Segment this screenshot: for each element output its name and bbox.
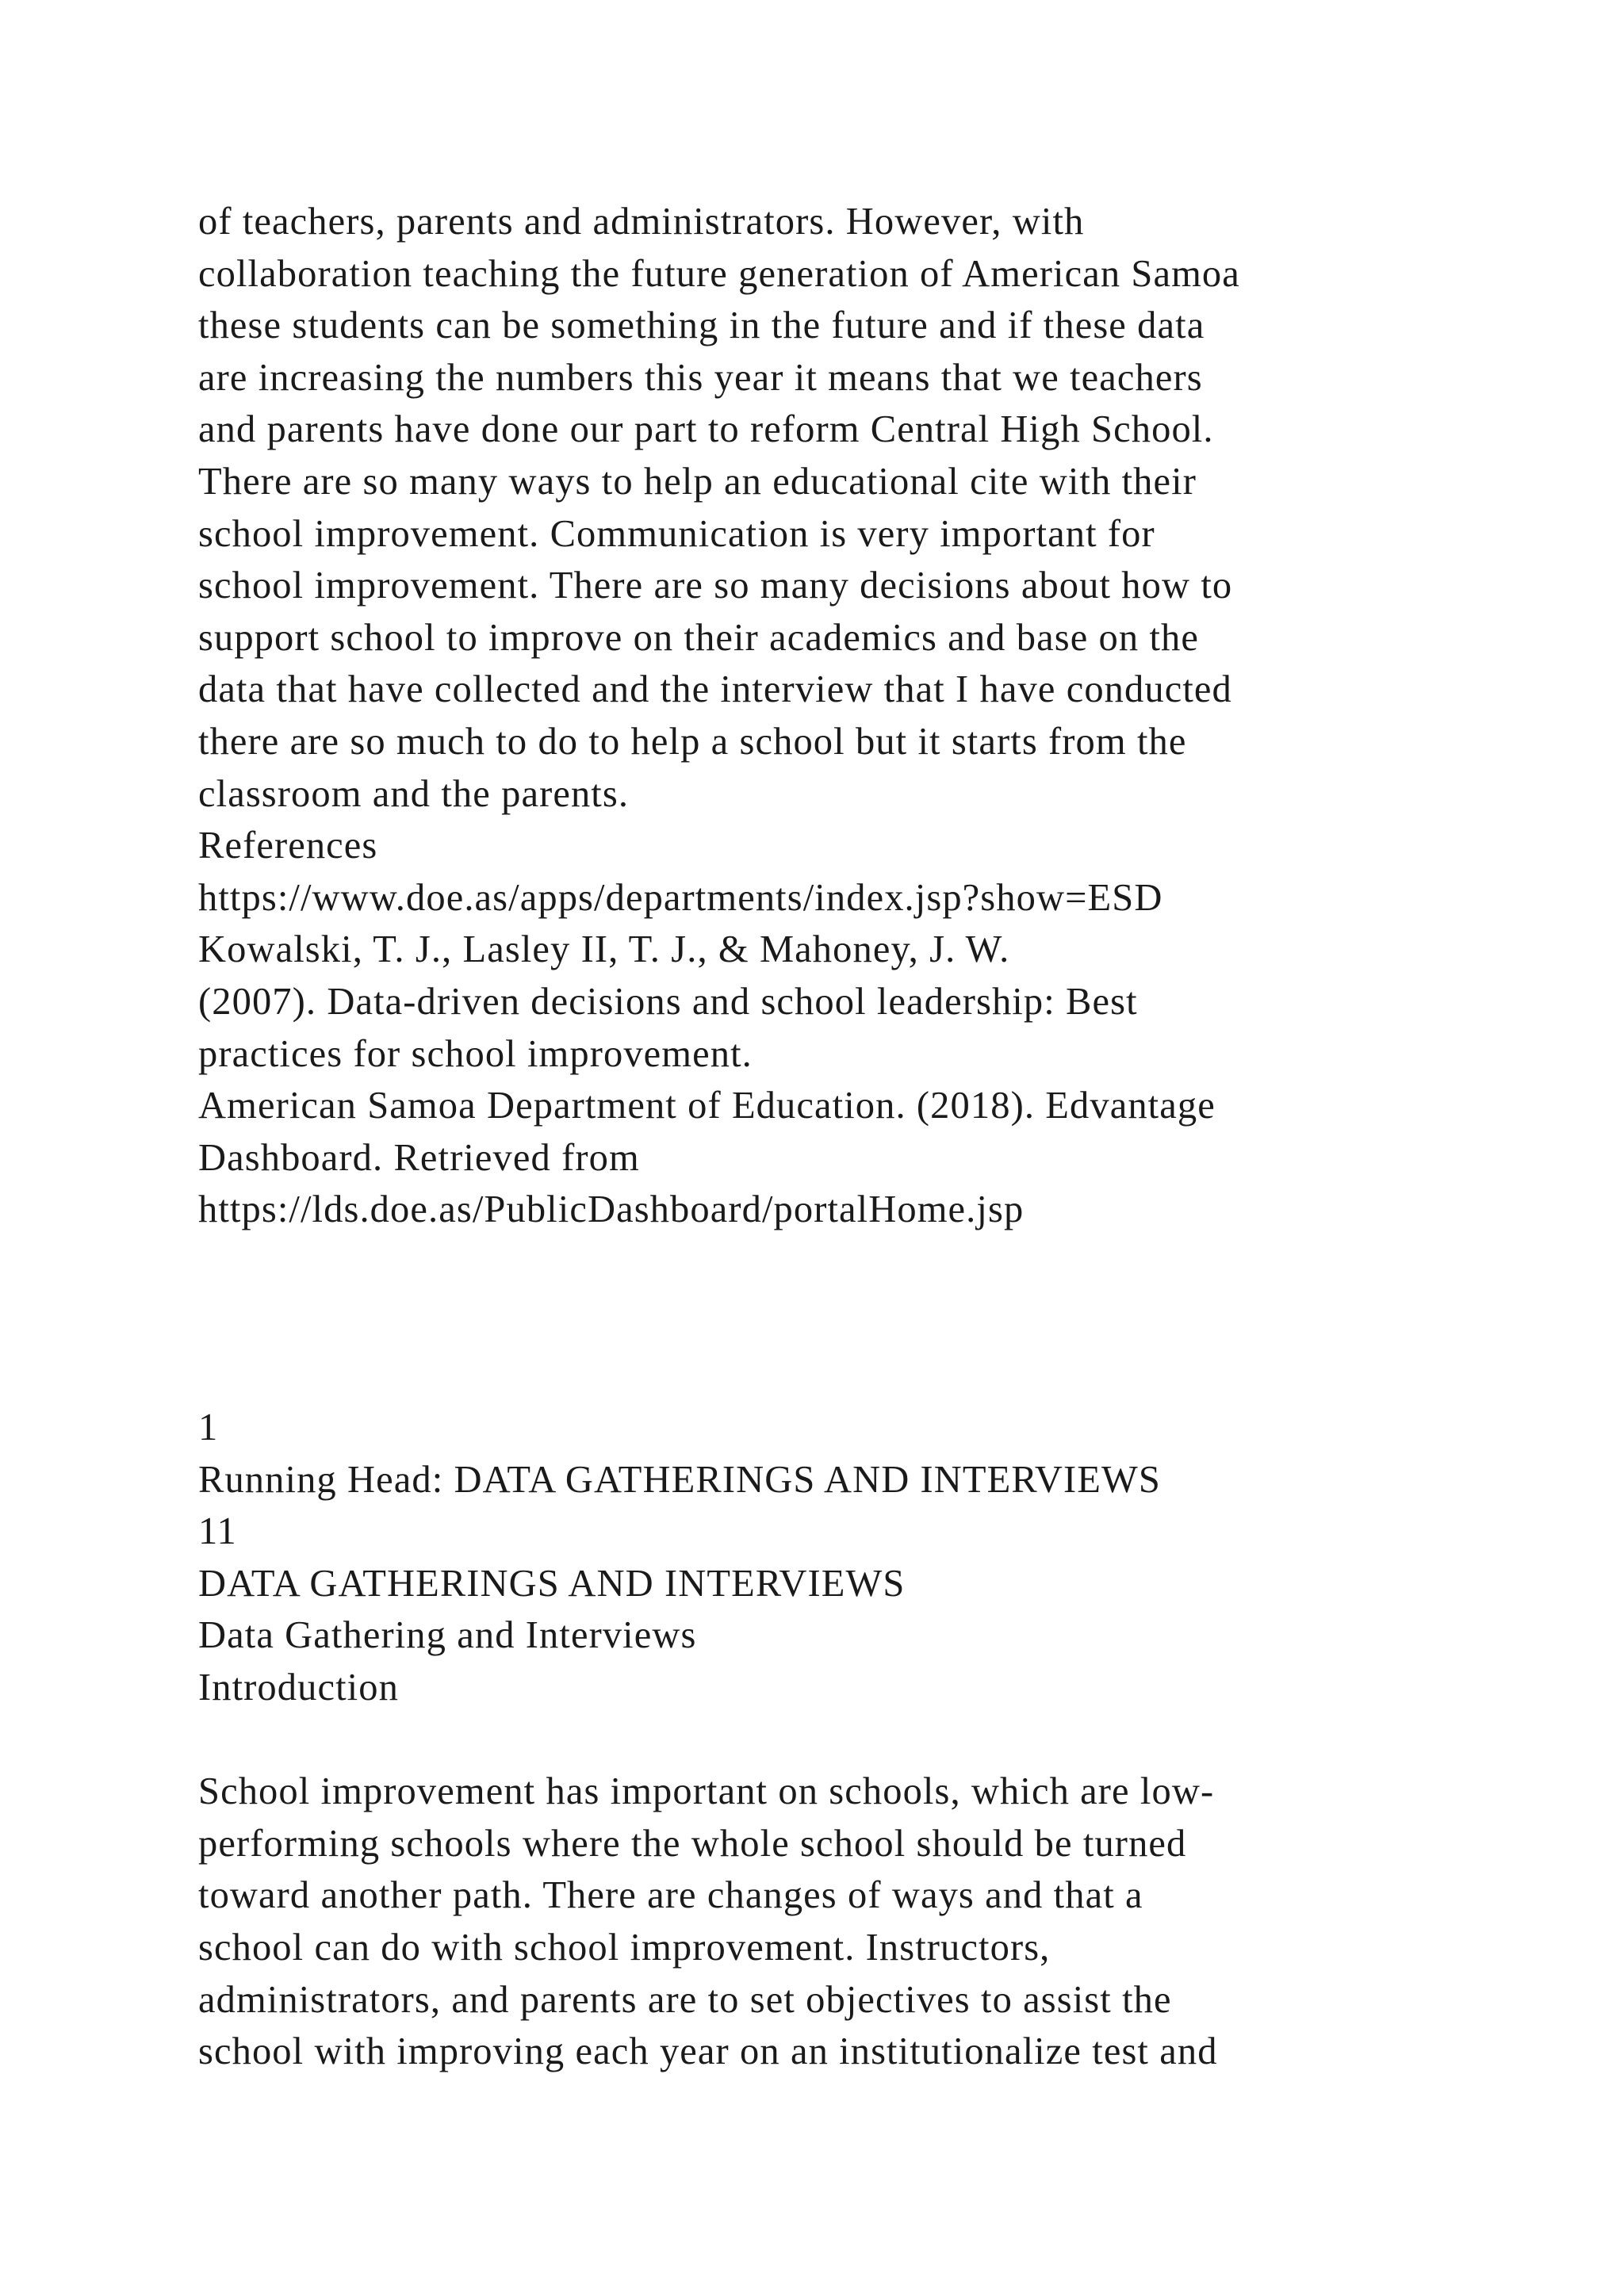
page-number: 11 bbox=[198, 1510, 237, 1553]
reference-line: practices for school improvement. bbox=[198, 1032, 753, 1075]
references-section bbox=[198, 820, 1499, 1236]
text-line: of teachers, parents and administrators. However, with bbox=[198, 201, 1085, 243]
blank-line bbox=[198, 1714, 1499, 1766]
references-heading: References bbox=[198, 825, 378, 867]
text-line: school improvement. Communication is very important for bbox=[198, 512, 1155, 555]
text-line: toward another path. There are changes of ways and that a bbox=[198, 1874, 1143, 1917]
paper-title: Data Gathering and Interviews bbox=[198, 1614, 697, 1657]
text-line: school with improving each year on an institutionalize test and bbox=[198, 2030, 1218, 2073]
reference-line: https://lds.doe.as/PublicDashboard/portalHome.jsp bbox=[198, 1188, 1025, 1231]
page-number: 1 bbox=[198, 1406, 219, 1448]
paper-header-and-introduction bbox=[198, 1402, 1499, 2078]
text-line: support school to improve on their academics and base on the bbox=[198, 616, 1200, 659]
text-line: data that have collected and the interview that I have conducted bbox=[198, 668, 1232, 711]
reference-line: Dashboard. Retrieved from bbox=[198, 1136, 640, 1179]
text-line: these students can be something in the future and if these data bbox=[198, 304, 1205, 347]
text-line: school can do with school improvement. Instructors, bbox=[198, 1926, 1051, 1969]
text-line: collaboration teaching the future generation of American Samoa bbox=[198, 252, 1240, 295]
reference-line: American Samoa Department of Education. (2018). Edvantage bbox=[198, 1085, 1216, 1127]
running-head: Running Head: DATA GATHERINGS AND INTERVIEWS bbox=[198, 1458, 1161, 1501]
text-line: and parents have done our part to reform Central High School. bbox=[198, 408, 1214, 451]
text-line: classroom and the parents. bbox=[198, 772, 630, 815]
paper-header bbox=[198, 1402, 1499, 1714]
conclusion-paragraph bbox=[198, 196, 1499, 820]
text-line: school improvement. There are so many decisions about how to bbox=[198, 564, 1233, 607]
text-line: there are so much to do to help a school but it starts from the bbox=[198, 720, 1187, 763]
text-line: performing schools where the whole school should be turned bbox=[198, 1822, 1187, 1865]
reference-line: https://www.doe.as/apps/departments/index.jsp?show=ESD bbox=[198, 876, 1163, 919]
reference-line: Kowalski, T. J., Lasley II, T. J., & Mahoney, J. W. bbox=[198, 928, 1010, 971]
introduction-paragraph bbox=[198, 1766, 1499, 2078]
text-line: are increasing the numbers this year it means that we teachers bbox=[198, 356, 1203, 399]
short-title: DATA GATHERINGS AND INTERVIEWS bbox=[198, 1562, 906, 1605]
section-heading: Introduction bbox=[198, 1666, 399, 1709]
text-line: administrators, and parents are to set objectives to assist the bbox=[198, 1978, 1172, 2021]
reference-line: (2007). Data-driven decisions and school leadership: Best bbox=[198, 980, 1138, 1023]
text-line: There are so many ways to help an educational cite with their bbox=[198, 460, 1197, 503]
conclusion-and-references bbox=[198, 196, 1499, 1236]
text-line: School improvement has important on schools, which are low- bbox=[198, 1770, 1215, 1813]
